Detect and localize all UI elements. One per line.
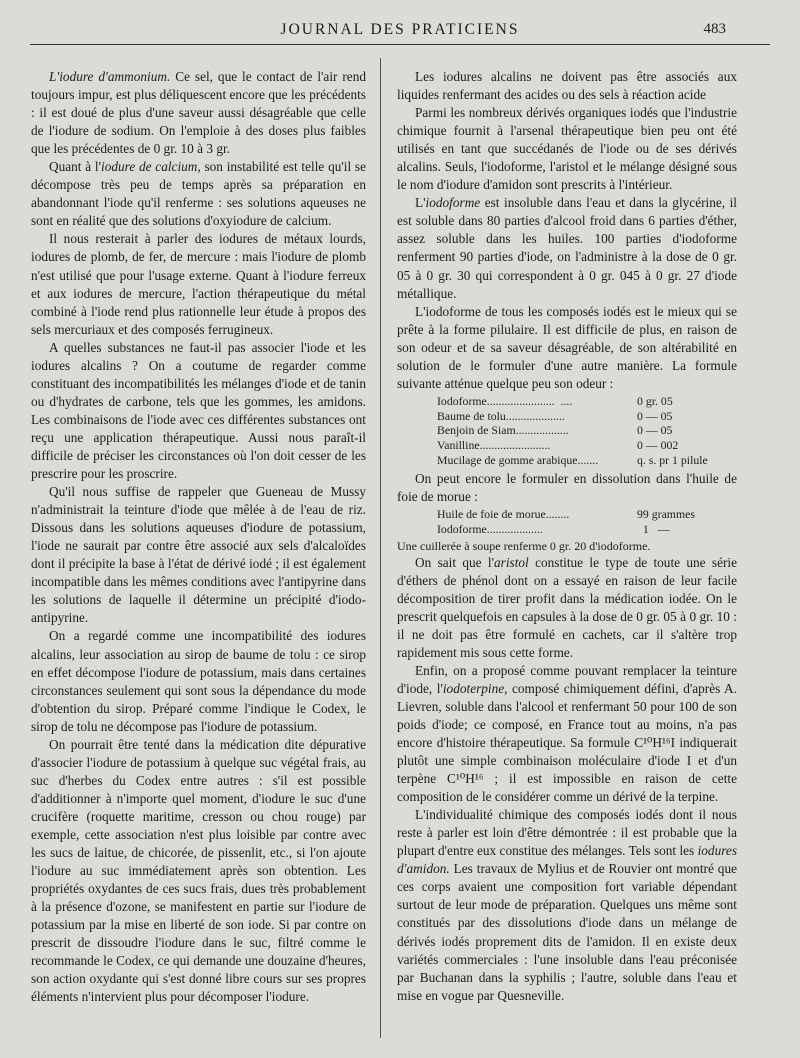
paragraph-iodures-amidon (397, 806, 737, 1005)
paragraph-incompatibilites: A quelles substances ne faut-il pas associer l'iode et les iodures alcalins ? On a coutume de regarder comme constituant des incompatibilités les mélanges d'iode et de tanin ou d'hydrates de carbone, tels que les gommes, les amidons. Les combinaisons de l'iode avec ces différentes substances ont reçu une application thérapeutique. Aussi nous paraît-il difficile de préciser les circonstances où l'on doit cesser de les prescrire pour les proscrire. (31, 339, 366, 482)
paragraph-gueneau: Qu'il nous suffise de rappeler que Gueneau de Mussy n'administrait la teinture d'iode que mêlée à de l'eau de riz. Dissous dans les solutions aqueuses d'iodure de potassium, l'iode ne saurait par contre être associé aux sels d'alcaloïdes dont il précipite la base à l'état de dérivé iodé ; il est également incompatible dans les mêmes conditions avec l'antipyrine dans les solutions de laquelle il détermine un précipité d'iodo-antipyrine. (31, 484, 366, 626)
term-iodure-ammonium: L'iodure d'ammonium. (49, 69, 171, 84)
ingredient-quantity: 1 — (637, 521, 670, 536)
paragraph-text: constitue le type de toute une série d'éthers de phénol dont on a essayé en raison de leur facile décomposition de tirer profit dans la médication iodée. On le prescrit quelquefois en capsules à la dose de 0 gr. 05 à 0 gr. 10 : il ne doit pas être formulé en cachets, car il s'altère trop rapidement mis sous cette forme. (397, 554, 738, 660)
formula-row (437, 394, 737, 409)
right-column (397, 68, 737, 1005)
ingredient-quantity: 99 grammes (637, 506, 695, 521)
paragraph-text: L' (415, 195, 426, 211)
paragraph-derives-organiques: Parmi les nombreux dérivés organiques iodés que l'industrie chimique fournit à l'arsenal thérapeutique bien peu ont été utilisés en tant que succédanés de l'iode ou de ses dérivés alcalins. Seuls, l'iodoforme, l'aristol et le mélange désigné sous le nom d'iodure d'amidon sont prescrits à l'intérieur. (397, 105, 737, 193)
formula-pilule (437, 394, 737, 468)
term-iodoterpine: iodoterpine, (442, 680, 508, 696)
ingredient-quantity: 0 — 002 (637, 438, 679, 453)
term-iodures-amidon: iodures d'amidon. (397, 843, 737, 877)
ingredient-quantity: 0 — 05 (637, 408, 673, 423)
paragraph-aristol (397, 554, 737, 662)
formula-row (437, 423, 737, 438)
ingredient-name: Huile de foie de morue........ (437, 506, 570, 521)
formula-note: Une cuillerée à soupe renferme 0 gr. 20 d'iodoforme. (397, 538, 651, 553)
column-divider (380, 58, 381, 1038)
paragraph-huile-foie-morue: On peut encore le formuler en dissolution dans l'huile de foie de morue : (397, 470, 737, 504)
ingredient-name: Benjoin de Siam.................. (437, 423, 569, 438)
ingredient-quantity: q. s. pr 1 pilule (637, 453, 708, 468)
formula-row (437, 438, 737, 453)
paragraph-medication-depurative: On pourrait être tenté dans la médication dite dépurative d'associer l'iodure de potassium à quelque suc végétal frais, au suc d'herbes du Codex entre autres : s'il est possible d'additionner à n'importe quel moment, d'iodure le suc d'une crucifère (roquette maritime, cresson ou chou rouge) par exemple, cette association n'est plus loisible par contre avec les sucs de laitue, de chicorée, de pissenlit, etc., si l'on ajoute l'iodure au suc immédiatement après son obtention. Les propriétés oxydantes de ces sucs frais, dues très probablement à la présence d'ozone, se manifestent en partie sur l'iodure de potassium par la mise en liberté de son iode. Si par contre on prescrit de dissoudre l'iodure dans le suc, filtré comme le recommande le Codex, ce qui demande une douzaine d'heures, son action oxydante qui s'est donné libre cours sur ses propres éléments n'intervient plus pour décomposer l'iodure. (31, 736, 366, 1005)
running-header (30, 18, 770, 45)
ingredient-quantity: 0 gr. 05 (637, 393, 673, 408)
left-column (31, 68, 366, 1006)
paragraph-pilulaire: L'iodoforme de tous les composés iodés est le mieux qui se prête à la forme pilulaire. Il est difficile de plus, en raison de son odeur et de sa saveur désagréable, de son altérabilité en solution de le formuler d'une autre manière. La formule suivante atténue quelque peu son odeur : (397, 303, 737, 391)
formula-row (437, 409, 737, 424)
ingredient-name: Iodoforme................... (437, 521, 543, 536)
paragraph-sirop-tolu: On a regardé comme une incompatibilité des iodures alcalins, leur association au sirop de baume de tolu : ce sirop en effet décompose l'iodure de potassium, mais dans certaines circonstances seulement qui sont sous la dépendance du mode d'obtention du sirop. Préparé comme l'indique le Codex, le sirop de tolu ne décompose pas l'iodure de potassium. (31, 628, 366, 734)
paragraph-text: est insoluble dans l'eau et dans la glycérine, il est soluble dans 80 parties d'alcool froid dans 6 parties d'éther, assez soluble dans les huiles. 100 parties d'iodoforme renferment 90 parties d'iode, on l'administre à la dose de 0 gr. 05 à 0 gr. 30 qui correspondent à 0 gr. 045 à 0 gr. 27 d'iode métallique. (397, 195, 737, 301)
paragraph-iodure-calcium (31, 158, 366, 230)
paragraph-acides: Les iodures alcalins ne doivent pas être associés aux liquides renfermant des acides ou des sels à réaction acide (397, 69, 737, 103)
paragraph-text: Enfin, on a proposé comme pouvant remplacer la teinture d'iode, l' (397, 662, 737, 696)
term-iodoforme: iodoforme (425, 195, 481, 211)
formula-row (437, 507, 737, 522)
paragraph-text: Quant à l' (49, 159, 102, 175)
paragraph-text: son instabilité est telle qu'il se décompose très peu de temps après sa préparation en abandonnant l'iode qu'il renferme : ses solutions aqueuses ne sont en réalité que des solutions d'oxyiodure de calcium. (31, 159, 366, 229)
formula-huile (437, 507, 737, 537)
ingredient-quantity: 0 — 05 (637, 423, 673, 438)
paragraph-iodoforme (397, 194, 737, 302)
paragraph-iodure-ammonium (31, 68, 366, 158)
ingredient-name: Baume de tolu.................... (437, 408, 565, 423)
paragraph-text: composé chimiquement défini, d'après A. Lievren, soluble dans l'alcool et renfermant 50 pour 100 de son poids d'iode; ce composé, en France tout au moins, n'a pas encore d'histoire thérapeutique. Sa formule C¹⁰H¹⁶I indiquerait plutôt une simple combinaison moléculaire d'iode I et d'un terpène C¹⁰H¹⁶ ; il est impossible en raison de cette composition de le considérer comme un dérivé de la terpine. (397, 680, 737, 805)
term-iodure-calcium: iodure de calcium, (101, 159, 201, 175)
journal-title: JOURNAL DES PRATICIENS (280, 21, 520, 38)
term-aristol: aristol (494, 554, 529, 570)
ingredient-name: Iodoforme....................... .... (437, 393, 573, 408)
ingredient-name: Vanilline........................ (437, 438, 551, 453)
formula-row (437, 453, 737, 468)
paragraph-metaux-lourds: Il nous resterait à parler des iodures de métaux lourds, iodures de plomb, de fer, de mercure : mais l'iodure de plomb n'est utilisé que pour l'usage externe. Quant à l'iodure ferreux et aux iodures de mercure, l'action thérapeutique du métal combiné à l'iode rend plus rationnelle leur étude à propos des sels mercuriaux et des composés ferrugineux. (31, 231, 366, 337)
paragraph-iodoterpine (397, 662, 737, 806)
ingredient-name: Mucilage de gomme arabique....... (437, 453, 599, 468)
paragraph-text: Les travaux de Mylius et de Rouvier ont montré que ces corps avaient une composition fort variable dépendant surtout de leur mode de préparation. Quelques uns même sont constitués par des dissolutions d'iode dans un mélange de dérivés iodés proprement dits de l'amidon. Il en existe deux variétés commerciales : l'une insoluble dans l'eau préconisée par Buchanan dans la syphilis ; l'autre, soluble dans l'eau et mise en vogue par Quesneville. (397, 861, 737, 1003)
page-number: 483 (703, 21, 726, 37)
paragraph-text: L'individualité chimique des composés iodés dont il nous reste à parler est loin d'être démontrée : il est probable que la plupart d'entre eux constitue des mélanges. Tels sont les (397, 807, 737, 859)
paragraph-text: On sait que l' (415, 554, 495, 570)
paragraph-text: Ce sel, que le contact de l'air rend toujours impur, est plus déliquescent encore que les précédents : il est doué de plus d'une saveur aussi désagréable que celle de l'iodure de sodium. On l'emploie à des doses plus faibles que les précédentes de 0 gr. 10 à 3 gr. (31, 69, 366, 157)
formula-row (437, 522, 737, 537)
